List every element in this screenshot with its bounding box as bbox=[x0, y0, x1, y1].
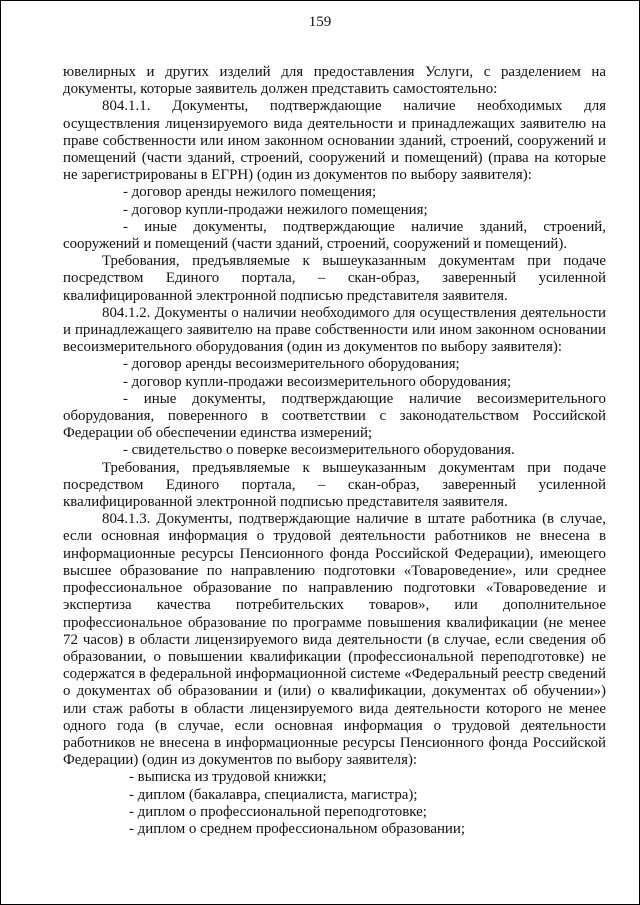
document-body bbox=[63, 64, 606, 838]
list-item: - договор купли-продажи весоизмерительного оборудования; bbox=[123, 373, 512, 390]
list-item: - диплом (бакалавра, специалиста, магистра); bbox=[129, 786, 418, 803]
list-item: - иные документы, подтверждающие наличие зданий, строений, сооружений и помещений (части зданий, строений, сооружений и помещений). bbox=[63, 218, 606, 253]
list-item: - свидетельство о поверке весоизмерительного оборудования. bbox=[123, 442, 515, 459]
paragraph-804-1-1: 804.1.1. Документы, подтверждающие наличие необходимых для осуществления лицензируемого вида деятельности и принадлежащих заявителю на праве собственности или ином законном основании зданий, строений, сооружений и помещений (части зданий, строений, сооружений и помещений) (права на которые не зарегистрированы в ЕГРН) (один из документов по выбору заявителя): bbox=[63, 98, 606, 184]
paragraph-requirements: Требования, предъявляемые к вышеуказанным документам при подаче посредством Единого портала, – скан-образ, заверенный усиленной квалифицированной электронной подписью представителя заявителя. bbox=[63, 253, 606, 304]
paragraph-requirements: Требования, предъявляемые к вышеуказанным документам при подаче посредством Единого портала, – скан-образ, заверенный усиленной квалифицированной электронной подписью представителя заявителя. bbox=[63, 459, 606, 511]
list-item: - договор аренды весоизмерительного оборудования; bbox=[123, 356, 460, 373]
paragraph-intro-continuation: ювелирных и других изделий для предоставления Услуги, с разделением на документы, которые заявитель должен представить самостоятельно: bbox=[63, 64, 606, 98]
paragraph-804-1-2: 804.1.2. Документы о наличии необходимого для осуществления деятельности и принадлежащего заявителю на праве собственности или ином законном основании весоизмерительного оборудования (один из документов по выбору заявителя): bbox=[63, 304, 606, 356]
list-item: - договор купли-продажи нежилого помещения; bbox=[123, 201, 428, 218]
paragraph-804-1-3: 804.1.3. Документы, подтверждающие наличие в штате работника (в случае, если основная информация о трудовой деятельности работников не внесена в информационные ресурсы Пенсионного фонда Российской Федерации), имеющего высшее образование по направлению подготовки «Товароведение», или среднее профессиональное образование по направлению подготовки «Товароведение и экспертиза качества потребительских товаров», или дополнительное профессиональное образование по программе повышения квалификации (не менее 72 часов) в области лицензируемого вида деятельности (в случае, если сведения об образовании, о повышении квалификации (профессиональной переподготовке) не содержатся в федеральной информационной системе «Федеральный реестр сведений о документах об образовании и (или) о квалификации, документах об обучении») или стаж работы в области лицензируемого вида деятельности которого не менее одного года (в случае, если основная информация о трудовой деятельности работников не внесена в информационные ресурсы Пенсионного фонда Российской Федерации) (один из документов по выбору заявителя): bbox=[63, 511, 606, 769]
list-item: - иные документы, подтверждающие наличие весоизмерительного оборудования, поверенного в соответствии с законодательством Российской Федерации об обеспечении единства измерений; bbox=[63, 390, 606, 442]
list-item: - диплом о среднем профессиональном образовании; bbox=[129, 820, 465, 837]
list-item: - диплом о профессиональной переподготовке; bbox=[129, 803, 427, 820]
page-number: 159 bbox=[308, 14, 332, 30]
list-item: - договор аренды нежилого помещения; bbox=[123, 184, 377, 201]
list-item: - выписка из трудовой книжки; bbox=[129, 769, 327, 786]
